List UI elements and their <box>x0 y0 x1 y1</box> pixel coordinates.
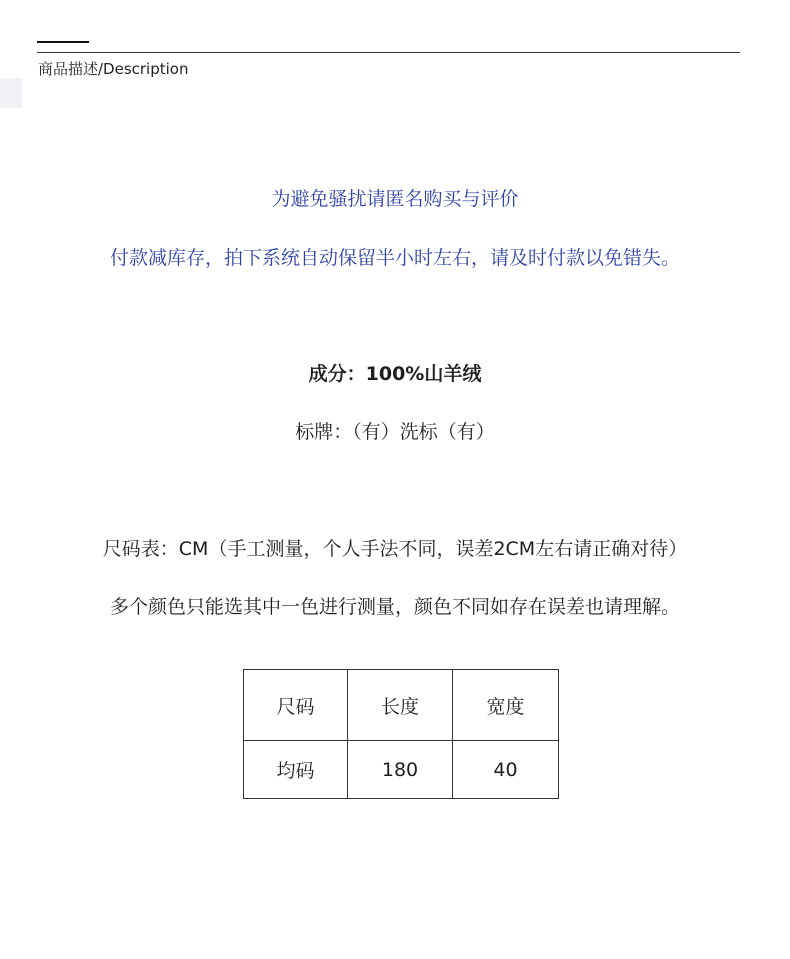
cell-length-value: 180 <box>348 741 453 799</box>
header-cell-length: 长度 <box>348 670 453 741</box>
labels-text: 标牌：（有）洗标（有） <box>295 421 495 443</box>
cell-size-value: 均码 <box>244 741 348 799</box>
header-divider <box>37 52 740 53</box>
color-measure-note: 多个颜色只能选其中一色进行测量，颜色不同如存在误差也请理解。 <box>109 596 680 618</box>
left-edge-shade <box>0 78 22 108</box>
section-title: 商品描述/Description <box>38 60 189 78</box>
header-cell-width: 宽度 <box>453 670 559 741</box>
size-chart-note: 尺码表：CM（手工测量，个人手法不同，误差2CM左右请正确对待） <box>102 538 688 560</box>
header-accent-bar <box>37 41 89 43</box>
notice-payment: 付款减库存，拍下系统自动保留半小时左右，请及时付款以免错失。 <box>109 247 680 269</box>
size-table <box>243 669 559 799</box>
table-row <box>244 741 559 799</box>
cell-width-value: 40 <box>453 741 559 799</box>
composition-text: 成分：100%山羊绒 <box>308 363 482 385</box>
notice-anonymous: 为避免骚扰请匿名购买与评价 <box>271 188 519 210</box>
table-header-row <box>244 670 559 741</box>
header-cell-size: 尺码 <box>244 670 348 741</box>
